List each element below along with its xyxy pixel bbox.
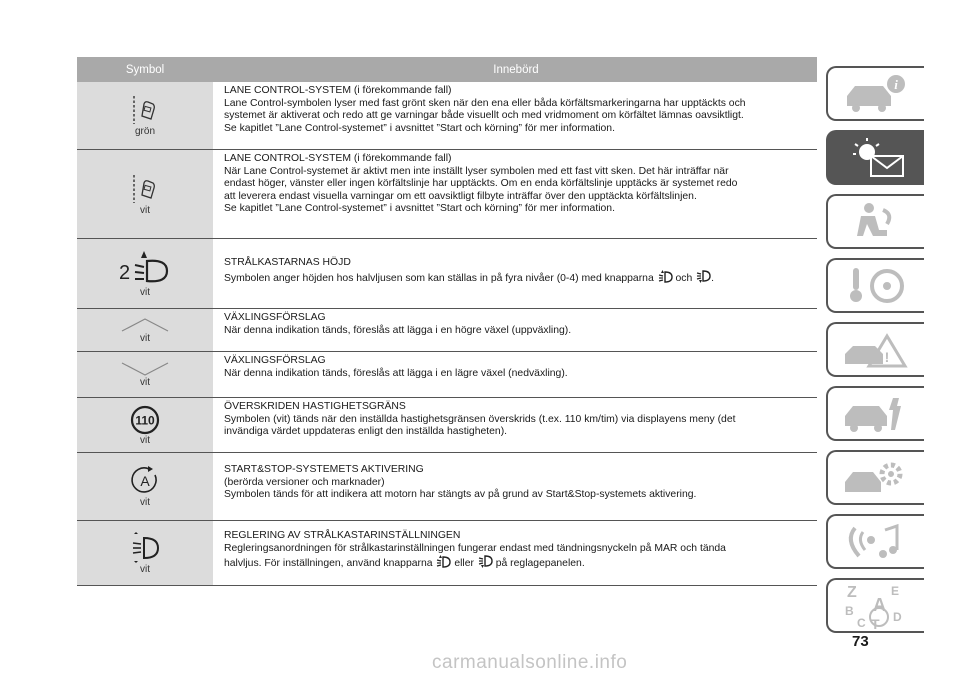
symbol-cell — [77, 352, 213, 397]
symbol-cell — [77, 82, 213, 149]
row-title: START&STOP-SYSTEMETS AKTIVERING — [224, 464, 424, 475]
shift-up-icon — [120, 317, 170, 333]
inline-text-middle: och — [675, 272, 693, 284]
row-text: endast höger, vänster eller ingen körfältslinje har upptäckts. Om en enda körfältslinje upptäcks är systemet redo — [224, 178, 738, 190]
shift-down-icon — [120, 361, 170, 377]
row-title: VÄXLINGSFÖRSLAG — [224, 312, 326, 323]
row-text — [224, 270, 817, 286]
row-title: VÄXLINGSFÖRSLAG — [224, 355, 326, 366]
index-letter-z: Z — [847, 583, 857, 601]
symbol-color-label: vit — [140, 204, 150, 216]
header-symbol: Symbol — [125, 63, 165, 76]
headlamp-level-number: 2 — [119, 262, 131, 284]
table-row — [77, 453, 817, 521]
index-letter-a: A — [873, 594, 886, 615]
row-text — [224, 555, 817, 571]
start-stop-letter: A — [140, 473, 150, 489]
row-text: Se kapitlet ”Lane Control-systemet” i avsnittet ”Start och körning” för mer information. — [224, 203, 615, 215]
tab-specifications[interactable] — [826, 450, 924, 505]
airbag-seat-icon — [841, 200, 911, 244]
speed-limit-value: 110 — [135, 413, 155, 427]
car-info-icon — [841, 72, 911, 116]
symbol-cell — [77, 239, 213, 308]
table-row — [77, 521, 817, 586]
table-header — [77, 57, 817, 82]
tab-service[interactable] — [826, 386, 924, 441]
meaning-cell — [213, 150, 817, 238]
row-text: När denna indikation tänds, föreslås att lägga i en högre växel (uppväxling). — [224, 324, 572, 336]
steering-key-icon — [841, 264, 911, 308]
table-row — [77, 82, 817, 150]
meaning-cell — [213, 239, 817, 308]
watermark: carmanualsonline.info — [432, 652, 628, 673]
symbol-color-label: grön — [134, 126, 155, 137]
specs-gear-icon — [841, 456, 911, 500]
symbol-cell — [77, 453, 213, 520]
row-text: systemet är aktiverat och redo att ge varningar både visuellt och med vridmoment om körfältet lämnas oavsiktligt. — [224, 110, 744, 122]
headlamp-up-icon — [657, 270, 673, 283]
tab-warning-lights[interactable] — [826, 130, 924, 185]
index-letter-c: C — [857, 615, 866, 630]
index-letter-d: D — [893, 609, 902, 624]
headlamp-adjust-icon — [128, 532, 162, 564]
headlamp-down-icon — [477, 555, 493, 568]
table-row — [77, 309, 817, 352]
symbol-color-label: vit — [140, 332, 150, 344]
symbol-color-label: vit — [140, 497, 150, 508]
lane-control-icon — [130, 94, 160, 126]
tab-safety[interactable] — [826, 194, 924, 249]
meaning-cell — [213, 352, 817, 397]
alphabet-index-icon — [841, 581, 911, 631]
index-letter-e: E — [891, 583, 900, 598]
row-text: När denna indikation tänds, föreslås att lägga i en lägre växel (nedväxling). — [224, 367, 568, 379]
symbol-cell — [77, 398, 213, 452]
inline-text-after: på reglagepanelen. — [495, 558, 585, 570]
car-service-icon — [841, 392, 911, 436]
inline-text-after: . — [711, 272, 715, 284]
symbol-color-label: vit — [140, 377, 150, 388]
index-letter-t: T — [871, 615, 880, 631]
row-text: Regleringsanordningen för strålkastarinställningen fungerar endast med tändningsnyckeln på MAR och tända — [224, 542, 726, 554]
symbol-table — [77, 57, 817, 586]
table-row — [77, 239, 817, 309]
row-text: Symbolen (vit) tänds när den inställda hastighetsgränsen överskrids (t.ex. 110 km/tim) via displayens meny (det — [224, 413, 736, 425]
tab-index[interactable] — [826, 578, 924, 633]
warning-light-message-icon — [841, 136, 911, 180]
table-row — [77, 398, 817, 453]
tab-emergency[interactable] — [826, 322, 924, 377]
emergency-triangle-icon — [841, 328, 911, 372]
symbol-cell — [77, 521, 213, 585]
row-text: När Lane Control-systemet är aktivt men inte inställt lyser symbolen med ett fast vitt sken. Det här inträffar när — [224, 165, 729, 177]
symbol-color-label: vit — [140, 287, 150, 298]
multimedia-icon — [841, 520, 911, 564]
row-title: LANE CONTROL-SYSTEM (i förekommande fall) — [224, 85, 452, 96]
tab-multimedia[interactable] — [826, 514, 924, 569]
row-title: ÖVERSKRIDEN HASTIGHETSGRÄNS — [224, 401, 406, 412]
meaning-cell — [213, 82, 817, 149]
symbol-color-label: vit — [140, 563, 150, 575]
speed-limit-icon — [130, 405, 160, 435]
symbol-cell — [77, 309, 213, 351]
row-title: STRÅLKASTARNAS HÖJD — [224, 257, 351, 268]
table-row — [77, 150, 817, 239]
lane-control-icon — [130, 173, 160, 205]
row-title: REGLERING AV STRÅLKASTARINSTÄLLNINGEN — [224, 530, 461, 541]
tab-car-info[interactable] — [826, 66, 924, 121]
page-number: 73 — [852, 633, 869, 650]
row-text: att leverera endast visuella varningar om ett oavsiktligt filbyte inträffar över den upptäckta körfältslinjen. — [224, 190, 697, 202]
inline-text-before: halvljus. För inställningen, använd knapparna — [224, 558, 433, 570]
row-title: LANE CONTROL-SYSTEM (i förekommande fall) — [224, 153, 452, 164]
svg-text:i: i — [894, 76, 898, 92]
symbol-color-label: vit — [140, 434, 150, 446]
meaning-cell — [213, 521, 817, 585]
row-text: Lane Control-symbolen lyser med fast grönt sken när den ena eller båda körfältsmarkeringarna har upptäckts och — [224, 97, 746, 109]
row-text: Symbolen tänds för att indikera att motorn har stängts av på grund av Start&Stop-systemets aktivering. — [224, 489, 697, 501]
chapter-tabs — [826, 66, 924, 642]
headlamp-down-icon — [695, 270, 711, 283]
svg-text:!: ! — [884, 348, 890, 365]
inline-text-before: Symbolen anger höjden hos halvljusen som kan ställas in på fyra nivåer (0-4) med knapparna — [224, 272, 654, 284]
meaning-cell — [213, 453, 817, 520]
index-letter-b: B — [845, 603, 854, 618]
meaning-cell — [213, 398, 817, 452]
row-text: (berörda versioner och marknader) — [224, 476, 385, 488]
headlamp-up-icon — [435, 555, 451, 568]
meaning-cell — [213, 309, 817, 351]
tab-driving[interactable] — [826, 258, 924, 313]
start-stop-icon — [129, 465, 161, 497]
header-meaning: Innebörd — [493, 63, 539, 76]
inline-text-middle: eller — [454, 558, 474, 570]
table-row — [77, 352, 817, 398]
symbol-cell — [77, 150, 213, 238]
row-text: invändiga värdet uppdateras enligt den inställda hastigheten). — [224, 426, 508, 438]
row-text: Se kapitlet ”Lane Control-systemet” i avsnittet ”Start och körning” för mer information. — [224, 122, 615, 134]
headlamp-level-icon — [117, 249, 173, 287]
